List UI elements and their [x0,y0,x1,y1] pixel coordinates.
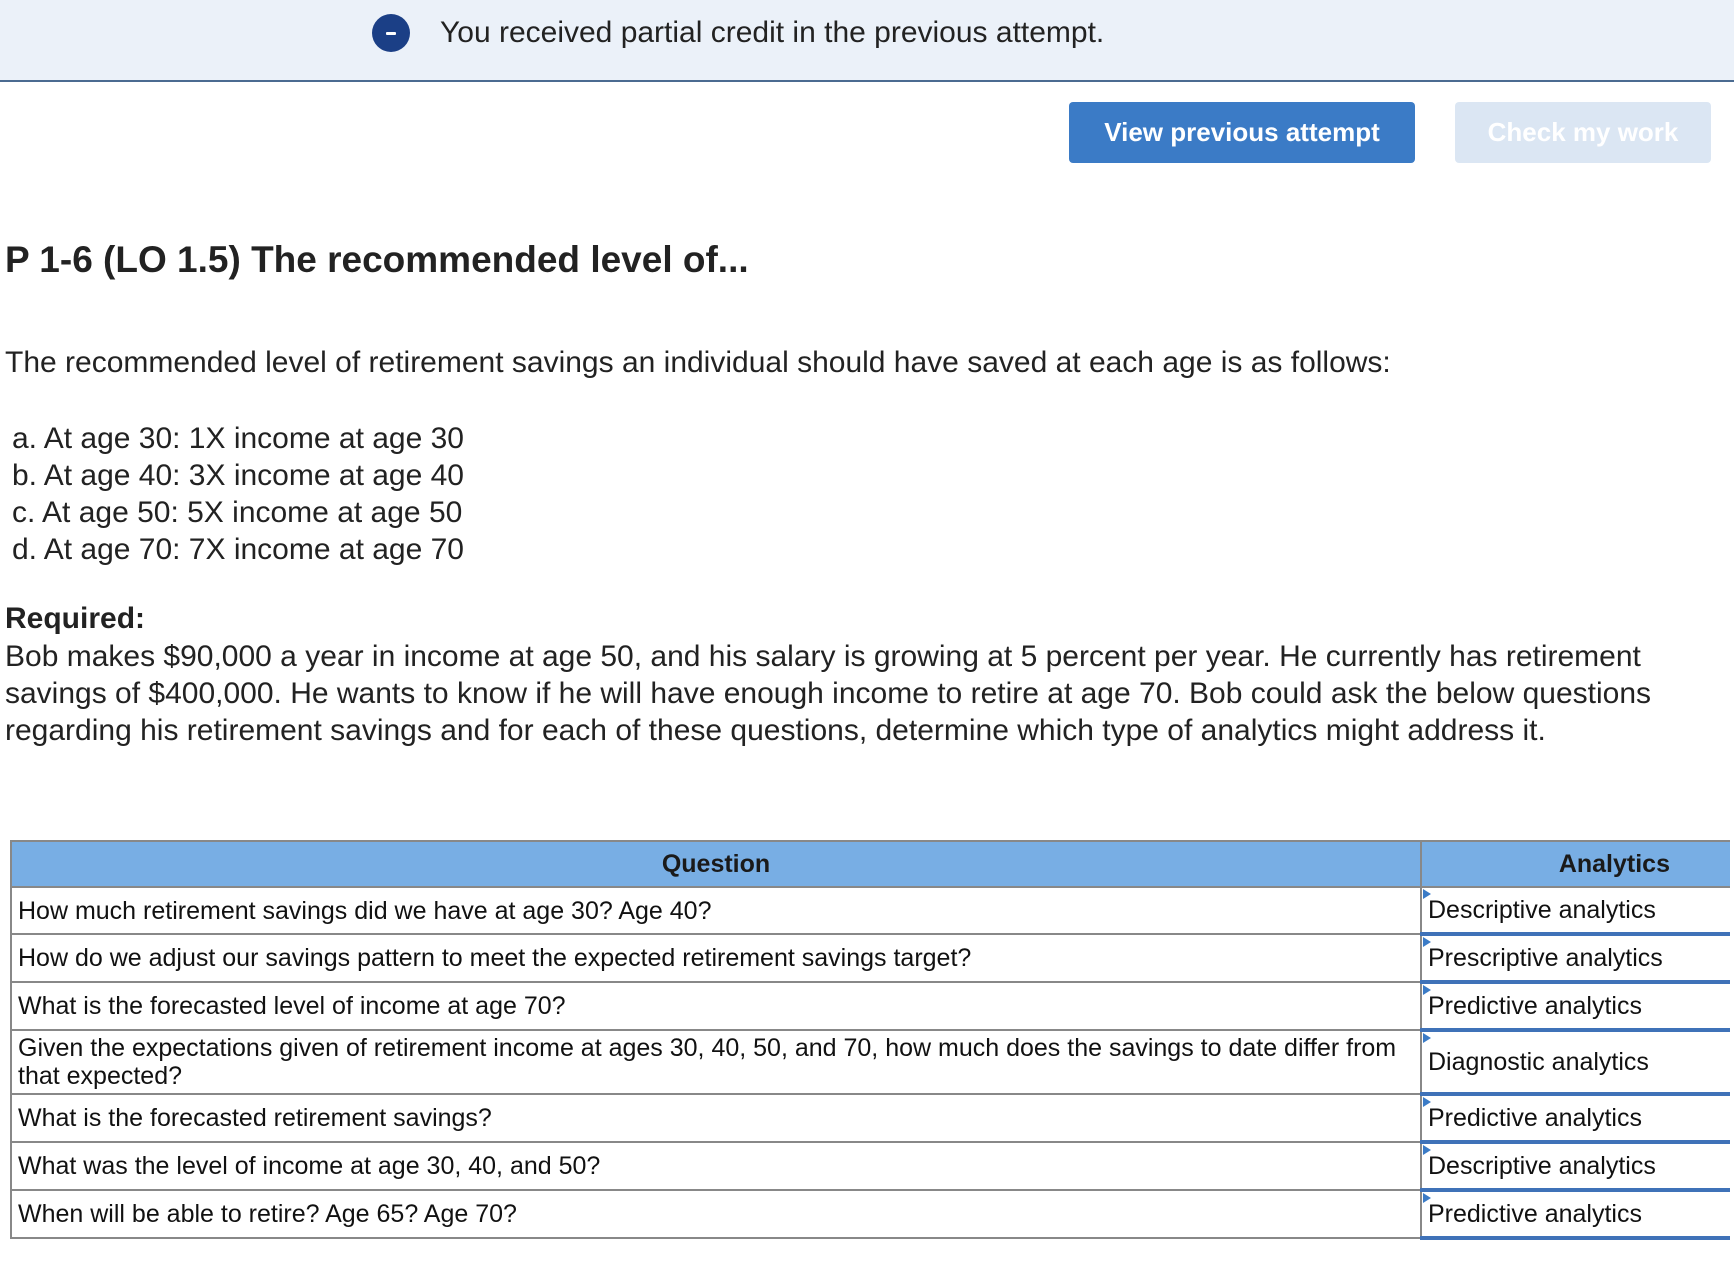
question-cell: What is the forecasted retirement savings? [11,1094,1421,1142]
required-text: Bob makes $90,000 a year in income at age 50, and his salary is growing at 5 percent per year. He currently has retirement savings of $400,000. He wants to know if he will have enough income to retire at age 70. Bob could ask the below questions regarding his retirement savings and for each of these questions, determine which type of analytics might address it. [5,640,1652,747]
question-column-header: Question [11,841,1421,887]
savings-level-item: a. At age 30: 1X income at age 30 [12,422,464,455]
analytics-column-header: Analytics [1421,841,1730,887]
table-row [11,1094,1730,1142]
answer-marker-icon [1423,1145,1431,1155]
answer-marker-icon [1423,1193,1431,1203]
savings-level-item: c. At age 50: 5X income at age 50 [12,496,463,529]
savings-level-item: b. At age 40: 3X income at age 40 [12,459,464,492]
question-cell: Given the expectations given of retirement income at ages 30, 40, 50, and 70, how much does the savings to date differ from that expected? [11,1030,1421,1094]
view-previous-attempt-button[interactable]: View previous attempt [1069,102,1415,163]
partial-credit-banner [0,0,1734,82]
problem-intro: The recommended level of retirement savings an individual should have saved at each age is as follows: [5,346,1391,379]
savings-level-list [12,420,464,568]
answer-marker-icon [1423,985,1431,995]
analytics-answer-dropdown[interactable] [1421,887,1730,934]
answer-marker-icon [1423,937,1431,947]
table-row [11,1142,1730,1190]
analytics-answer-dropdown[interactable] [1421,934,1730,982]
required-heading: Required: [5,602,146,635]
answer-marker-icon [1423,889,1431,899]
table-row [11,934,1730,982]
analytics-answer-value: Diagnostic analytics [1428,1048,1649,1076]
question-cell: When will be able to retire? Age 65? Age 70? [11,1190,1421,1238]
answer-marker-icon [1423,1033,1431,1043]
table-row [11,1190,1730,1238]
analytics-answer-value: Descriptive analytics [1428,896,1656,924]
problem-title: P 1-6 (LO 1.5) The recommended level of... [5,239,749,280]
analytics-answer-dropdown[interactable] [1421,982,1730,1030]
minus-circle-icon [372,14,410,52]
table-row [11,1030,1730,1094]
analytics-table [10,840,1730,1240]
table-header-row [11,841,1730,887]
analytics-answer-value: Predictive analytics [1428,1200,1642,1228]
analytics-answer-dropdown[interactable] [1421,1094,1730,1142]
question-cell: What was the level of income at age 30, 40, and 50? [11,1142,1421,1190]
question-cell: What is the forecasted level of income at age 70? [11,982,1421,1030]
table-row [11,887,1730,934]
question-cell: How much retirement savings did we have at age 30? Age 40? [11,887,1421,934]
analytics-answer-dropdown[interactable] [1421,1030,1730,1094]
analytics-answer-dropdown[interactable] [1421,1142,1730,1190]
analytics-answer-value: Predictive analytics [1428,1104,1642,1132]
analytics-answer-value: Descriptive analytics [1428,1152,1656,1180]
savings-level-item: d. At age 70: 7X income at age 70 [12,533,464,566]
analytics-answer-dropdown[interactable] [1421,1190,1730,1238]
table-row [11,982,1730,1030]
analytics-answer-value: Predictive analytics [1428,992,1642,1020]
answer-marker-icon [1423,1097,1431,1107]
analytics-answer-value: Prescriptive analytics [1428,944,1663,972]
check-my-work-button[interactable]: Check my work [1455,102,1711,163]
question-cell: How do we adjust our savings pattern to meet the expected retirement savings target? [11,934,1421,982]
banner-message: You received partial credit in the previous attempt. [440,16,1105,49]
